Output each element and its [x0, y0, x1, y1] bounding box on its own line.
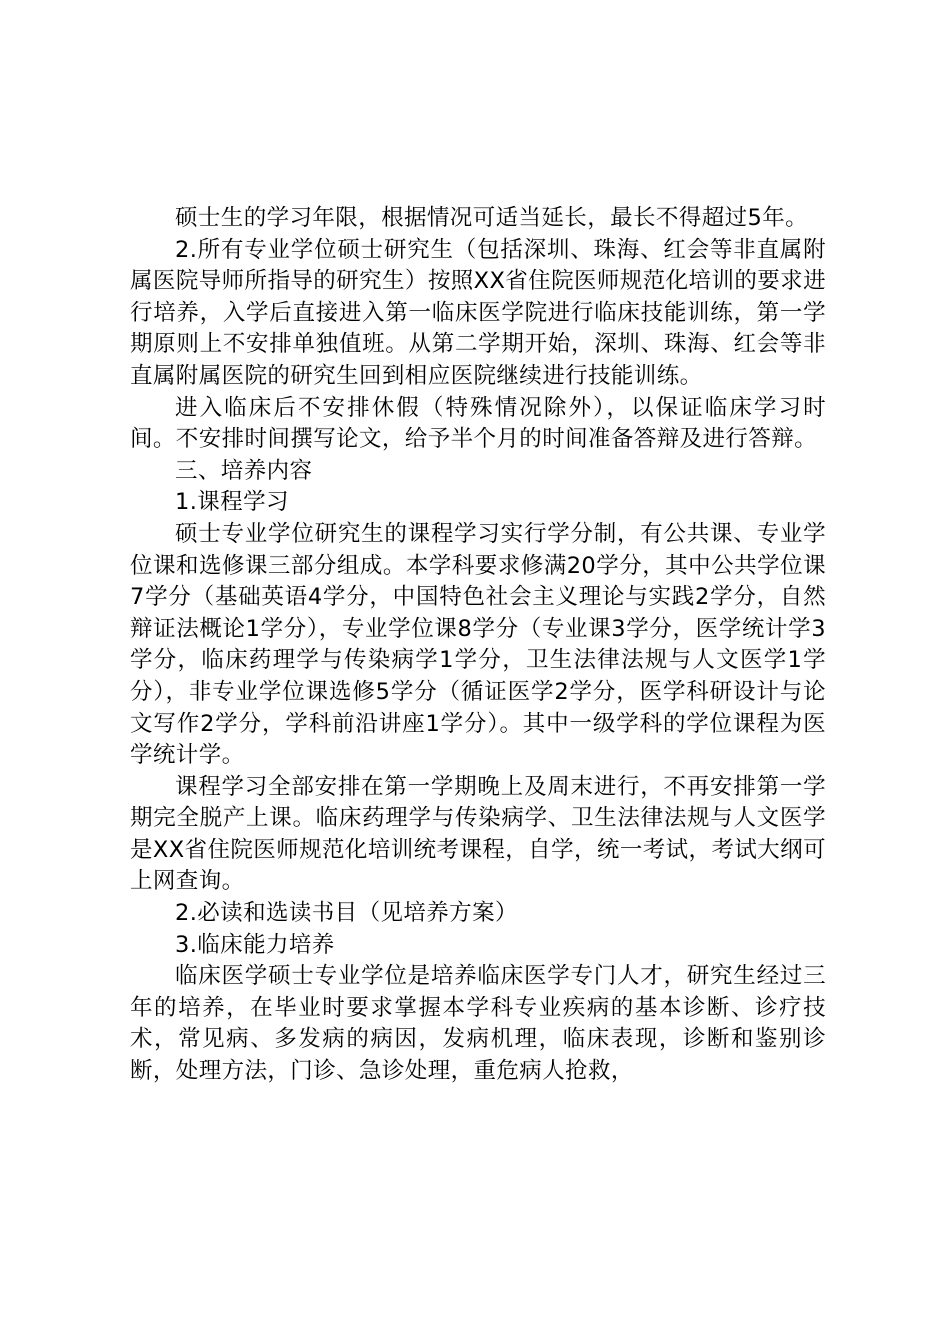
- paragraph-study-duration: 硕士生的学习年限，根据情况可适当延长，最长不得超过5年。: [175, 205, 809, 231]
- paragraph-no-vacation: 进入临床后不安排休假（特殊情况除外），以保证临床学习时间。不安排时间撰写论文，给予半个月的时间准备答辩及进行答辩。: [130, 394, 826, 453]
- paragraph-training-requirements: 2.所有专业学位硕士研究生（包括深圳、珠海、红会等非直属附属医院导师所指导的研究生）按照XX省住院医师规范化培训的要求进行培养，入学后直接进入第一临床医学院进行临床技能训练，第一学期原则上不安排单独值班。从第二学期开始，深圳、珠海、红会等非直属附属医院的研究生回到相应医院继续进行技能训练。: [130, 236, 826, 389]
- document-page: [130, 203, 826, 1088]
- subheading-reading-list: 2.必读和选读书目（见培养方案）: [175, 900, 518, 927]
- paragraph-clinical-training-goals: 临床医学硕士专业学位是培养临床医学专门人才，研究生经过三年的培养，在毕业时要求掌握本学科专业疾病的基本诊断、诊疗技术，常见病、多发病的病因，发病机理，临床表现，诊断和鉴别诊断，处理方法，门诊、急诊处理，重危病人抢救，: [130, 963, 826, 1085]
- paragraph-credit-system: 硕士专业学位研究生的课程学习实行学分制，有公共课、专业学位课和选修课三部分组成。本学科要求修满20学分，其中公共学位课7学分（基础英语4学分，中国特色社会主义理论与实践2学分，自然辩证法概论1学分），专业学位课8学分（专业课3学分，医学统计学3学分，临床药理学与传染病学1学分，卫生法律法规与人文医学1学分），非专业学位课选修5学分（循证医学2学分，医学科研设计与论文写作2学分，学科前沿讲座1学分）。其中一级学科的学位课程为医学统计学。: [130, 520, 826, 769]
- subheading-course-study: 1.课程学习: [175, 489, 289, 516]
- section-heading-training-content: 三、培养内容: [175, 457, 313, 484]
- paragraph-course-schedule: 课程学习全部安排在第一学期晚上及周末进行，不再安排第一学期完全脱产上课。临床药理学与传染病学、卫生法律法规与人文医学是XX省住院医师规范化培训统考课程，自学，统一考试，考试大纲可上网查询。: [130, 773, 826, 895]
- subheading-clinical-ability: 3.临床能力培养: [175, 931, 335, 958]
